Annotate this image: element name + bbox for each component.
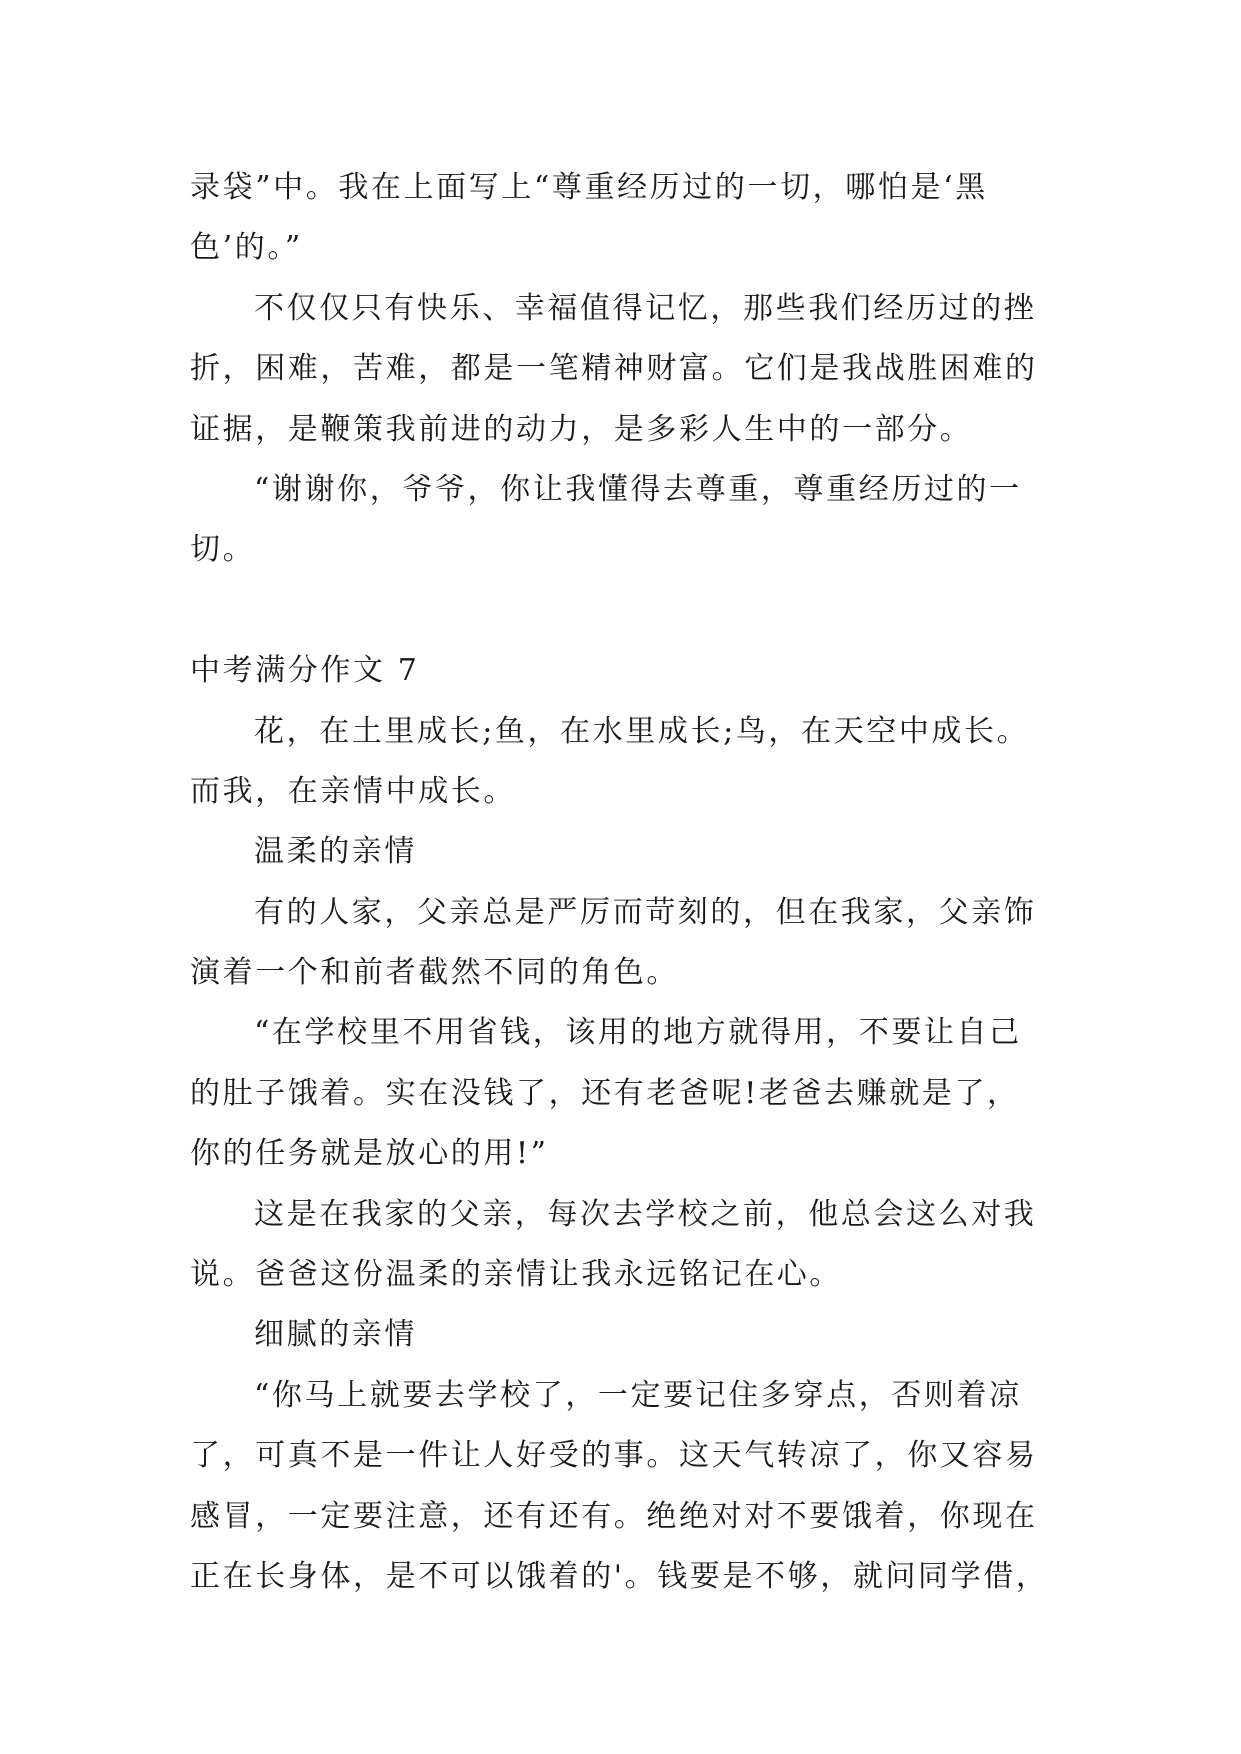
text-line: 证据，是鞭策我前进的动力，是多彩人生中的一部分。 bbox=[190, 411, 973, 447]
text-line: 的肚子饿着。实在没钱了，还有老爸呢!老爸去赚就是了， bbox=[190, 1075, 1020, 1111]
body-text bbox=[190, 158, 1070, 1607]
text-line: 你的任务就是放心的用!” bbox=[190, 1136, 549, 1172]
text-line: 了，可真不是一件让人好受的事。这天气转凉了，你又容易 bbox=[190, 1438, 1038, 1474]
subheading: 温柔的亲情 bbox=[254, 834, 417, 870]
text-line: 色’的。” bbox=[190, 230, 303, 266]
text-line: 演着一个和前者截然不同的角色。 bbox=[190, 955, 679, 991]
text-line: 花，在土里成长;鱼，在水里成长;鸟，在天空中成长。 bbox=[254, 713, 1030, 749]
text-line: 这是在我家的父亲，每次去学校之前，他总会这么对我 bbox=[254, 1196, 1037, 1232]
text-line: 录袋”中。我在上面写上“尊重经历过的一切，哪怕是‘黑 bbox=[190, 170, 988, 205]
text-line: 说。爸爸这份温柔的亲情让我永远铭记在心。 bbox=[190, 1257, 842, 1293]
text-line: “你马上就要去学校了，一定要记住多穿点，否则着凉 bbox=[254, 1377, 1022, 1413]
text-line: 不仅仅只有快乐、幸福值得记忆，那些我们经历过的挫 bbox=[254, 290, 1037, 326]
subheading: 细腻的亲情 bbox=[254, 1317, 417, 1353]
text-line: 而我，在亲情中成长。 bbox=[190, 773, 516, 809]
text-line: “谢谢你，爷爷，你让我懂得去尊重，尊重经历过的一 bbox=[254, 471, 1022, 507]
text-line: “在学校里不用省钱，该用的地方就得用，不要让自己 bbox=[254, 1015, 1022, 1051]
blank-line bbox=[190, 581, 1070, 641]
text-line: 切。 bbox=[190, 532, 256, 568]
section-heading: 中考满分作文 7 bbox=[190, 653, 420, 689]
text-line: 有的人家，父亲总是严厉而苛刻的，但在我家，父亲饰 bbox=[254, 894, 1037, 930]
text-line: 折，困难，苦难，都是一笔精神财富。它们是我战胜困难的 bbox=[190, 351, 1038, 387]
text-line: 正在长身体，是不可以饿着的'。钱要是不够，就问同学借， bbox=[190, 1558, 1049, 1594]
text-line: 感冒，一定要注意，还有还有。绝绝对对不要饿着，你现在 bbox=[190, 1498, 1038, 1534]
